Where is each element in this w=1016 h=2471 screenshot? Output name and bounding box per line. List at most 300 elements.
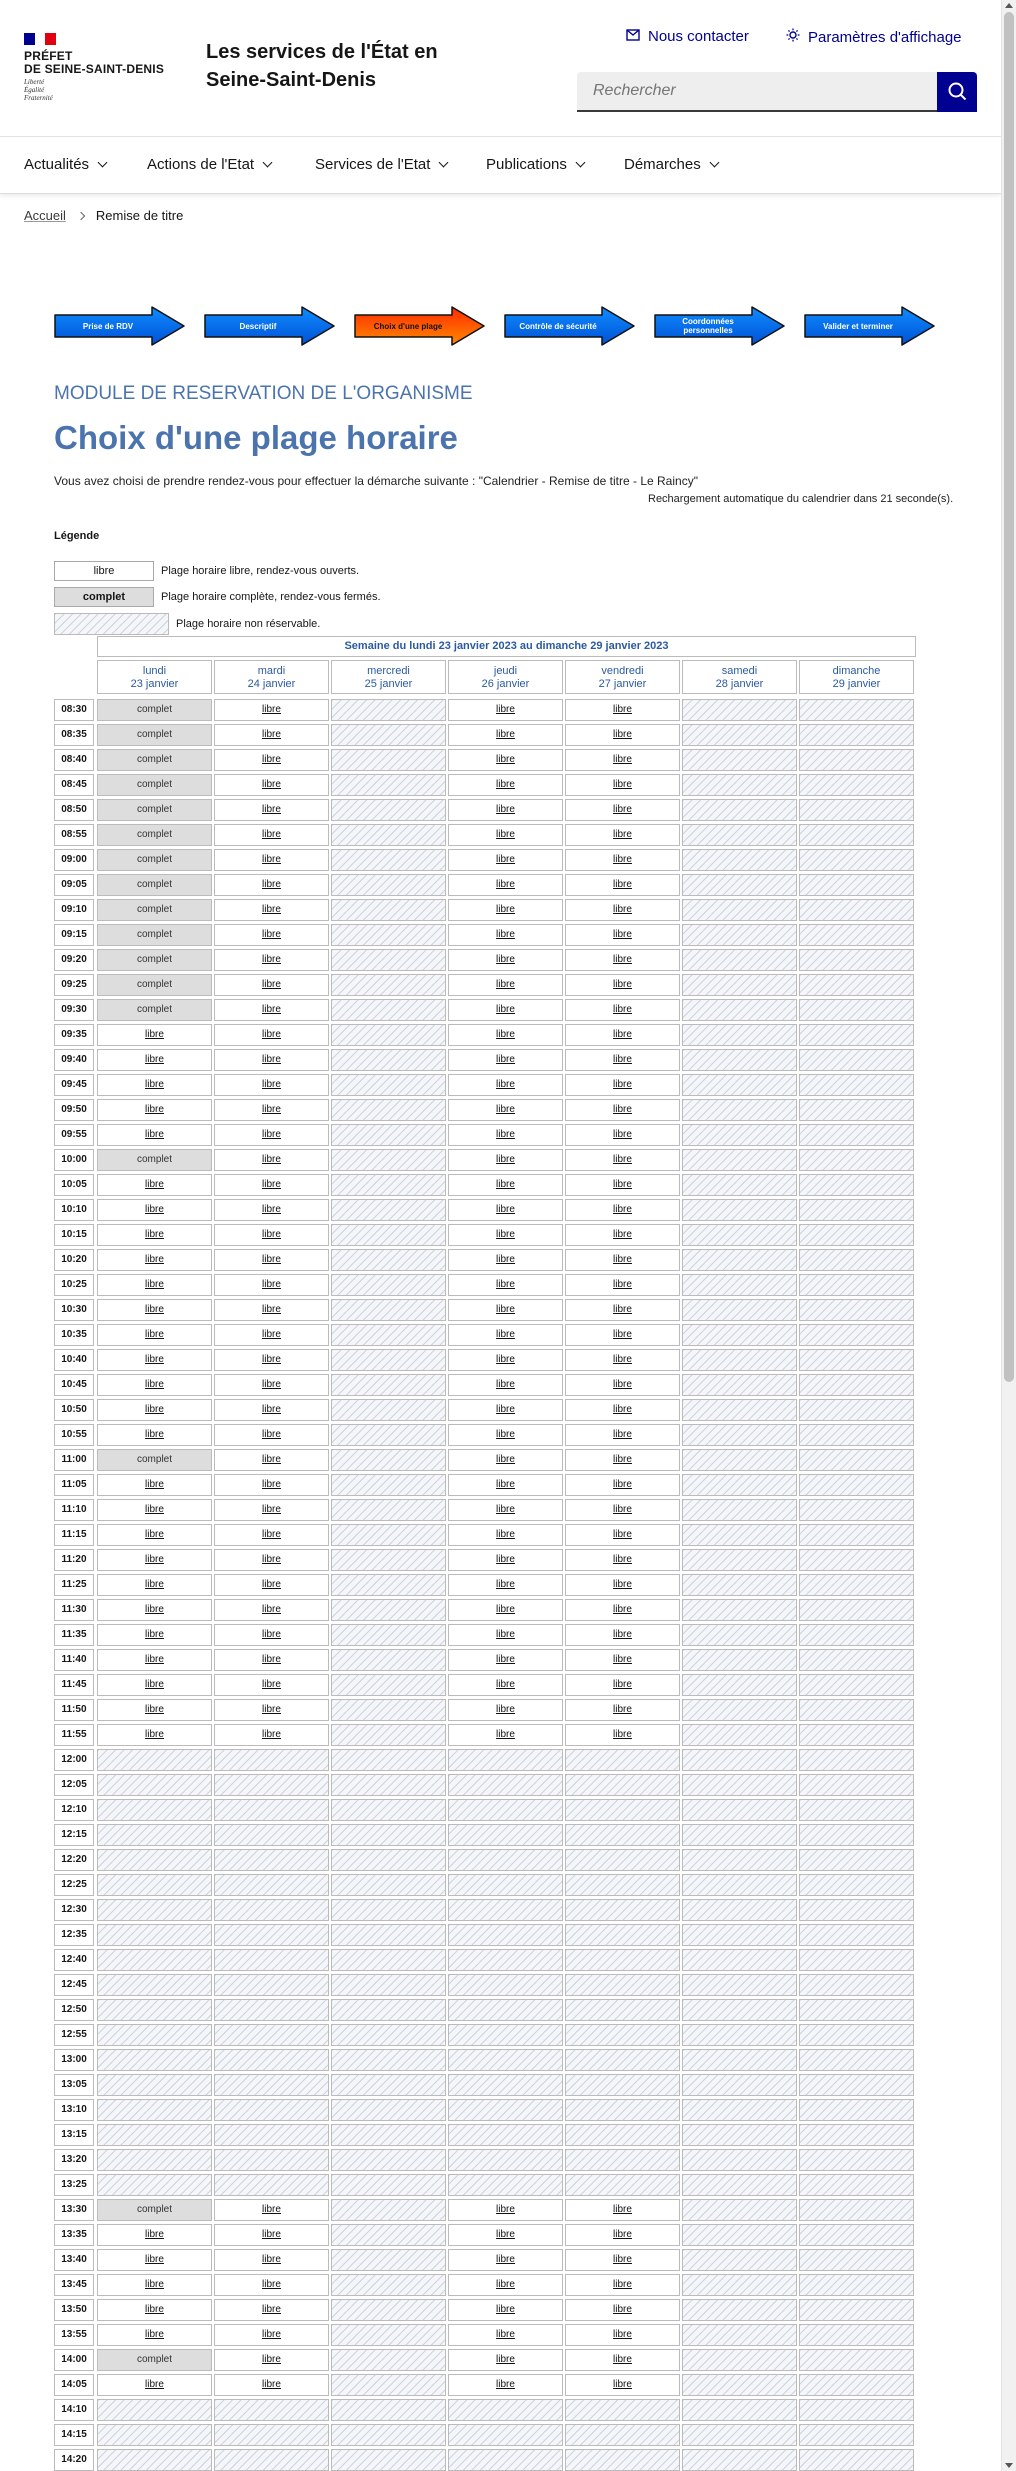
table-row [54,749,916,774]
slot-unavailable [799,1049,914,1071]
slot-unavailable [682,1774,797,1796]
slot-libre-link[interactable]: libre [97,1424,212,1446]
slot-unavailable [565,1849,680,1871]
slot-libre-link[interactable]: libre [448,1724,563,1746]
slot-libre-link[interactable]: libre [97,1474,212,1496]
slot-libre-link[interactable]: libre [565,1024,680,1046]
slot-libre-link[interactable]: libre [214,1349,329,1371]
slot-libre-link[interactable]: libre [565,1449,680,1471]
chevron-down-icon [263,158,273,168]
time-cell: 11:40 [54,1649,94,1671]
slot-libre-link[interactable]: libre [97,1524,212,1546]
time-cell: 08:40 [54,749,94,771]
scroll-down-arrow-icon[interactable] [1005,2463,1013,2468]
slot-libre-link[interactable]: libre [214,2299,329,2321]
slot-unavailable [799,2424,914,2446]
slot-unavailable [682,2024,797,2046]
vertical-scrollbar[interactable] [1001,0,1016,2471]
search-bar [577,72,977,112]
slot-libre-link[interactable]: libre [565,1249,680,1271]
slot-unavailable [565,2099,680,2121]
table-row [54,1974,916,1999]
slot-unavailable [682,1299,797,1321]
slot-libre-link[interactable]: libre [214,1324,329,1346]
table-row [54,1124,916,1149]
slot-libre-link[interactable]: libre [448,1224,563,1246]
slot-unavailable [331,1749,446,1771]
slot-libre-link[interactable]: libre [97,1249,212,1271]
table-row [54,1099,916,1124]
slot-libre-link[interactable]: libre [97,2249,212,2271]
slot-libre-link[interactable]: libre [214,699,329,721]
breadcrumb-current: Remise de titre [95,208,184,223]
slot-libre-link[interactable]: libre [97,1399,212,1421]
slot-libre-link[interactable]: libre [565,1224,680,1246]
slot-libre-link[interactable]: libre [448,1374,563,1396]
slot-libre-link[interactable]: libre [97,1324,212,1346]
slot-libre-link[interactable]: libre [565,1274,680,1296]
breadcrumb-home-link[interactable]: Accueil [24,208,66,223]
slot-libre-link[interactable]: libre [214,2224,329,2246]
slot-libre-link[interactable]: libre [97,2299,212,2321]
table-row [54,2274,916,2299]
time-cell: 09:45 [54,1074,94,1096]
slot-libre-link[interactable]: libre [97,1649,212,1671]
slot-unavailable [331,1399,446,1421]
slot-libre-link[interactable]: libre [97,2324,212,2346]
time-cell: 10:00 [54,1149,94,1171]
slot-libre-link[interactable]: libre [214,1049,329,1071]
table-row [54,899,916,924]
slot-libre-link[interactable]: libre [448,1149,563,1171]
time-cell: 10:25 [54,1274,94,1296]
slot-libre-link[interactable]: libre [214,849,329,871]
slot-libre-link[interactable]: libre [97,1574,212,1596]
slot-libre-link[interactable]: libre [448,1074,563,1096]
table-row [54,2449,916,2471]
slot-libre-link[interactable]: libre [214,999,329,1021]
slot-libre-link[interactable]: libre [97,2374,212,2396]
slot-libre-link[interactable]: libre [214,1074,329,1096]
table-row [54,1699,916,1724]
nav-item-publications[interactable] [486,156,584,173]
slot-libre-link[interactable]: libre [565,999,680,1021]
table-row [54,2074,916,2099]
slot-libre-link[interactable]: libre [97,1599,212,1621]
slot-unavailable [331,1649,446,1671]
slot-libre-link[interactable]: libre [97,1174,212,1196]
slot-libre-link[interactable]: libre [214,1424,329,1446]
slot-unavailable [97,1974,212,1996]
slot-libre-link[interactable]: libre [214,1224,329,1246]
scrollbar-thumb[interactable] [1004,12,1014,1382]
contact-link[interactable] [626,28,749,45]
slot-libre-link[interactable]: libre [448,949,563,971]
slot-libre-link[interactable]: libre [565,699,680,721]
slot-libre-link[interactable]: libre [214,774,329,796]
slot-libre-link[interactable]: libre [448,1249,563,1271]
table-row [54,2224,916,2249]
slot-libre-link[interactable]: libre [448,1124,563,1146]
slot-libre-link[interactable]: libre [565,924,680,946]
slot-unavailable [682,2224,797,2246]
time-cell: 12:50 [54,1999,94,2021]
slot-libre-link[interactable]: libre [565,899,680,921]
slot-unavailable [799,1449,914,1471]
slot-libre-link[interactable]: libre [97,1724,212,1746]
table-row [54,1199,916,1224]
slot-libre-link[interactable]: libre [565,2224,680,2246]
slot-libre-link[interactable]: libre [214,1524,329,1546]
slot-libre-link[interactable]: libre [97,1124,212,1146]
slot-libre-link[interactable]: libre [214,724,329,746]
slot-libre-link[interactable]: libre [448,2299,563,2321]
slot-libre-link[interactable]: libre [448,699,563,721]
table-row [54,1149,916,1174]
slot-unavailable [682,2299,797,2321]
table-row [54,2199,916,2224]
prefecture-logo-text[interactable] [24,50,184,76]
slot-libre-link[interactable]: libre [448,1099,563,1121]
slot-libre-link[interactable]: libre [565,1549,680,1571]
slot-unavailable [799,2249,914,2271]
slot-libre-link[interactable]: libre [565,1149,680,1171]
slot-unavailable [331,1849,446,1871]
slot-libre-link[interactable]: libre [448,2199,563,2221]
slot-libre-link[interactable]: libre [214,2249,329,2271]
slot-libre-link[interactable]: libre [448,1199,563,1221]
slot-libre-link[interactable]: libre [448,1174,563,1196]
slot-libre-link[interactable]: libre [448,774,563,796]
time-cell: 11:30 [54,1599,94,1621]
nav-item-actions-etat[interactable] [147,156,271,173]
slot-libre-link[interactable]: libre [448,2224,563,2246]
slot-libre-link[interactable]: libre [214,799,329,821]
slot-libre-link[interactable]: libre [214,2349,329,2371]
slot-unavailable [214,2049,329,2071]
prefet-line-2: DE SEINE-SAINT-DENIS [24,62,165,76]
slot-unavailable [214,1874,329,1896]
slot-libre-link[interactable]: libre [214,2199,329,2221]
table-row [54,824,916,849]
slot-libre-link[interactable]: libre [97,1299,212,1321]
slot-unavailable [97,2424,212,2446]
slot-libre-link[interactable]: libre [565,1399,680,1421]
slot-libre-link[interactable]: libre [565,2324,680,2346]
slot-libre-link[interactable]: libre [214,1549,329,1571]
slot-unavailable [448,1799,563,1821]
slot-libre-link[interactable]: libre [565,1499,680,1521]
slot-libre-link[interactable]: libre [214,1024,329,1046]
slot-libre-link[interactable]: libre [97,1674,212,1696]
slot-libre-link[interactable]: libre [448,799,563,821]
time-cell: 12:30 [54,1899,94,1921]
slot-unavailable [799,924,914,946]
slot-libre-link[interactable]: libre [214,924,329,946]
slot-libre-link[interactable]: libre [565,774,680,796]
slot-libre-link[interactable]: libre [565,1374,680,1396]
slot-libre-link[interactable]: libre [565,749,680,771]
slot-unavailable [799,2274,914,2296]
slot-unavailable [799,949,914,971]
slot-libre-link[interactable]: libre [214,1299,329,1321]
slot-unavailable [448,2399,563,2421]
slot-libre-link[interactable]: libre [214,1649,329,1671]
slot-libre-link[interactable]: libre [448,724,563,746]
slot-libre-link[interactable]: libre [565,949,680,971]
scroll-up-arrow-icon[interactable] [1005,3,1013,8]
slot-libre-link[interactable]: libre [97,1374,212,1396]
slot-unavailable [682,2399,797,2421]
slot-unavailable [214,1999,329,2021]
slot-libre-link[interactable]: libre [565,799,680,821]
slot-libre-link[interactable]: libre [448,2249,563,2271]
nav-item-demarches[interactable] [624,156,718,173]
slot-libre-link[interactable]: libre [448,2324,563,2346]
slot-libre-link[interactable]: libre [97,1049,212,1071]
slot-libre-link[interactable]: libre [448,1649,563,1671]
slot-libre-link[interactable]: libre [448,1549,563,1571]
time-cell: 11:20 [54,1549,94,1571]
slot-unavailable [799,1774,914,1796]
slot-unavailable [97,1774,212,1796]
slot-unavailable [97,1874,212,1896]
slot-libre-link[interactable]: libre [565,1699,680,1721]
slot-libre-link[interactable]: libre [565,1424,680,1446]
slot-libre-link[interactable]: libre [448,1624,563,1646]
slot-unavailable [682,2174,797,2196]
slot-libre-link[interactable]: libre [565,849,680,871]
time-cell: 13:20 [54,2149,94,2171]
slot-libre-link[interactable]: libre [214,1174,329,1196]
slot-libre-link[interactable]: libre [448,749,563,771]
slot-libre-link[interactable]: libre [448,2349,563,2371]
slot-libre-link[interactable]: libre [565,1574,680,1596]
slot-libre-link[interactable]: libre [565,1124,680,1146]
slot-libre-link[interactable]: libre [214,1449,329,1471]
slot-libre-link[interactable]: libre [565,1299,680,1321]
slot-libre-link[interactable]: libre [448,974,563,996]
slot-libre-link[interactable]: libre [97,1199,212,1221]
slot-unavailable [331,2399,446,2421]
slot-libre-link[interactable]: libre [214,1674,329,1696]
slot-unavailable [799,1374,914,1396]
slot-libre-link[interactable]: libre [448,899,563,921]
slot-unavailable [682,2324,797,2346]
slot-libre-link[interactable]: libre [214,1099,329,1121]
slot-libre-link[interactable]: libre [214,1624,329,1646]
slot-libre-link[interactable]: libre [565,1049,680,1071]
slot-unavailable [448,2024,563,2046]
slot-libre-link[interactable]: libre [214,1574,329,1596]
slot-unavailable [97,1999,212,2021]
search-button[interactable] [937,72,977,112]
slot-unavailable [682,699,797,721]
slot-libre-link[interactable]: libre [565,1174,680,1196]
slot-libre-link[interactable]: libre [565,2374,680,2396]
slot-unavailable [214,1974,329,1996]
slot-libre-link[interactable]: libre [214,2324,329,2346]
table-row [54,1299,916,1324]
slot-libre-link[interactable]: libre [214,1274,329,1296]
slot-unavailable [682,1899,797,1921]
slot-unavailable [97,2024,212,2046]
slot-unavailable [331,924,446,946]
slot-libre-link[interactable]: libre [448,1024,563,1046]
slot-libre-link[interactable]: libre [448,1349,563,1371]
slot-libre-link[interactable]: libre [448,824,563,846]
slot-unavailable [682,1149,797,1171]
slot-libre-link[interactable]: libre [214,824,329,846]
display-settings-link[interactable] [786,28,962,46]
slot-libre-link[interactable]: libre [448,1674,563,1696]
slot-libre-link[interactable]: libre [565,1199,680,1221]
table-row [54,1274,916,1299]
slot-libre-link[interactable]: libre [448,2274,563,2296]
slot-libre-link[interactable]: libre [214,2274,329,2296]
nav-item-actualites[interactable] [24,156,106,173]
slot-libre-link[interactable]: libre [448,924,563,946]
slot-libre-link[interactable]: libre [214,1724,329,1746]
slot-libre-link[interactable]: libre [97,1349,212,1371]
search-input[interactable] [577,72,937,112]
time-cell: 09:50 [54,1099,94,1121]
site-title[interactable]: Les services de l'État en Seine-Saint-Denis [206,41,438,91]
slot-unavailable [682,1199,797,1221]
slot-libre-link[interactable]: libre [448,1524,563,1546]
slot-libre-link[interactable]: libre [214,1499,329,1521]
slot-libre-link[interactable]: libre [565,2299,680,2321]
slot-libre-link[interactable]: libre [214,1599,329,1621]
slot-libre-link[interactable]: libre [448,1424,563,1446]
slot-libre-link[interactable]: libre [97,2224,212,2246]
slot-libre-link[interactable]: libre [448,874,563,896]
slot-libre-link[interactable]: libre [565,1724,680,1746]
table-row [54,1374,916,1399]
day-date: 27 janvier [598,678,647,690]
slot-libre-link[interactable]: libre [448,1399,563,1421]
slot-libre-link[interactable]: libre [565,1599,680,1621]
nav-item-services-etat[interactable] [315,156,447,173]
slot-libre-link[interactable]: libre [565,1099,680,1121]
slot-libre-link[interactable]: libre [565,2249,680,2271]
slot-libre-link[interactable]: libre [448,2374,563,2396]
slot-libre-link[interactable]: libre [97,1099,212,1121]
slot-libre-link[interactable]: libre [97,1499,212,1521]
slot-libre-link[interactable]: libre [565,874,680,896]
legend-item-libre [54,561,359,581]
slot-libre-link[interactable]: libre [97,1074,212,1096]
slot-libre-link[interactable]: libre [448,1599,563,1621]
slot-libre-link[interactable]: libre [97,1699,212,1721]
slot-libre-link[interactable]: libre [448,849,563,871]
slot-libre-link[interactable]: libre [97,1274,212,1296]
slot-libre-link[interactable]: libre [565,1624,680,1646]
time-cell: 12:00 [54,1749,94,1771]
slot-libre-link[interactable]: libre [448,1449,563,1471]
slot-libre-link[interactable]: libre [565,1324,680,1346]
slot-libre-link[interactable]: libre [214,2374,329,2396]
slot-libre-link[interactable]: libre [214,874,329,896]
slot-unavailable [331,1624,446,1646]
slot-libre-link[interactable]: libre [565,1649,680,1671]
slot-unavailable [331,2149,446,2171]
slot-unavailable [799,1474,914,1496]
slot-unavailable [682,1074,797,1096]
slot-unavailable [682,1799,797,1821]
slot-libre-link[interactable]: libre [97,1024,212,1046]
slot-libre-link[interactable]: libre [448,999,563,1021]
time-cell: 13:45 [54,2274,94,2296]
slot-libre-link[interactable]: libre [448,1699,563,1721]
slot-libre-link[interactable]: libre [214,949,329,971]
slot-libre-link[interactable]: libre [565,1674,680,1696]
slot-libre-link[interactable]: libre [214,899,329,921]
slot-unavailable [682,1974,797,1996]
slot-unavailable [214,2124,329,2146]
slot-libre-link[interactable]: libre [565,1074,680,1096]
slot-libre-link[interactable]: libre [214,974,329,996]
slot-libre-link[interactable]: libre [448,1274,563,1296]
slot-libre-link[interactable]: libre [565,824,680,846]
slot-unavailable [682,2449,797,2471]
slot-libre-link[interactable]: libre [97,1624,212,1646]
slot-libre-link[interactable]: libre [214,1474,329,1496]
slot-libre-link[interactable]: libre [214,1249,329,1271]
slot-libre-link[interactable]: libre [214,1699,329,1721]
slot-libre-link[interactable]: libre [214,1399,329,1421]
slot-libre-link[interactable]: libre [448,1574,563,1596]
slot-unavailable [799,2074,914,2096]
time-cell: 11:45 [54,1674,94,1696]
slot-libre-link[interactable]: libre [565,2199,680,2221]
table-row [54,1474,916,1499]
slot-libre-link[interactable]: libre [214,1149,329,1171]
slot-libre-link[interactable]: libre [565,724,680,746]
slot-libre-link[interactable]: libre [565,974,680,996]
slot-complet: complet [97,1149,212,1171]
slot-unavailable [682,2199,797,2221]
slot-libre-link[interactable]: libre [214,1124,329,1146]
slot-libre-link[interactable]: libre [565,2349,680,2371]
slot-unavailable [799,2324,914,2346]
slot-libre-link[interactable]: libre [448,1049,563,1071]
slot-unavailable [682,874,797,896]
table-row [54,2249,916,2274]
slot-unavailable [565,1974,680,1996]
slot-libre-link[interactable]: libre [214,749,329,771]
slot-libre-link[interactable]: libre [448,1299,563,1321]
slot-libre-link[interactable]: libre [565,1524,680,1546]
slot-libre-link[interactable]: libre [97,1549,212,1571]
slot-unavailable [448,1774,563,1796]
slot-libre-link[interactable]: libre [97,2274,212,2296]
slot-unavailable [799,2299,914,2321]
slot-unavailable [799,1024,914,1046]
time-cell: 08:45 [54,774,94,796]
slot-libre-link[interactable]: libre [448,1499,563,1521]
slot-unavailable [331,999,446,1021]
slot-libre-link[interactable]: libre [214,1374,329,1396]
slot-libre-link[interactable]: libre [448,1474,563,1496]
slot-libre-link[interactable]: libre [214,1199,329,1221]
table-row [54,2424,916,2449]
slot-libre-link[interactable]: libre [97,1224,212,1246]
slot-libre-link[interactable]: libre [565,1474,680,1496]
slot-libre-link[interactable]: libre [565,1349,680,1371]
slot-libre-link[interactable]: libre [448,1324,563,1346]
slot-libre-link[interactable]: libre [565,2274,680,2296]
